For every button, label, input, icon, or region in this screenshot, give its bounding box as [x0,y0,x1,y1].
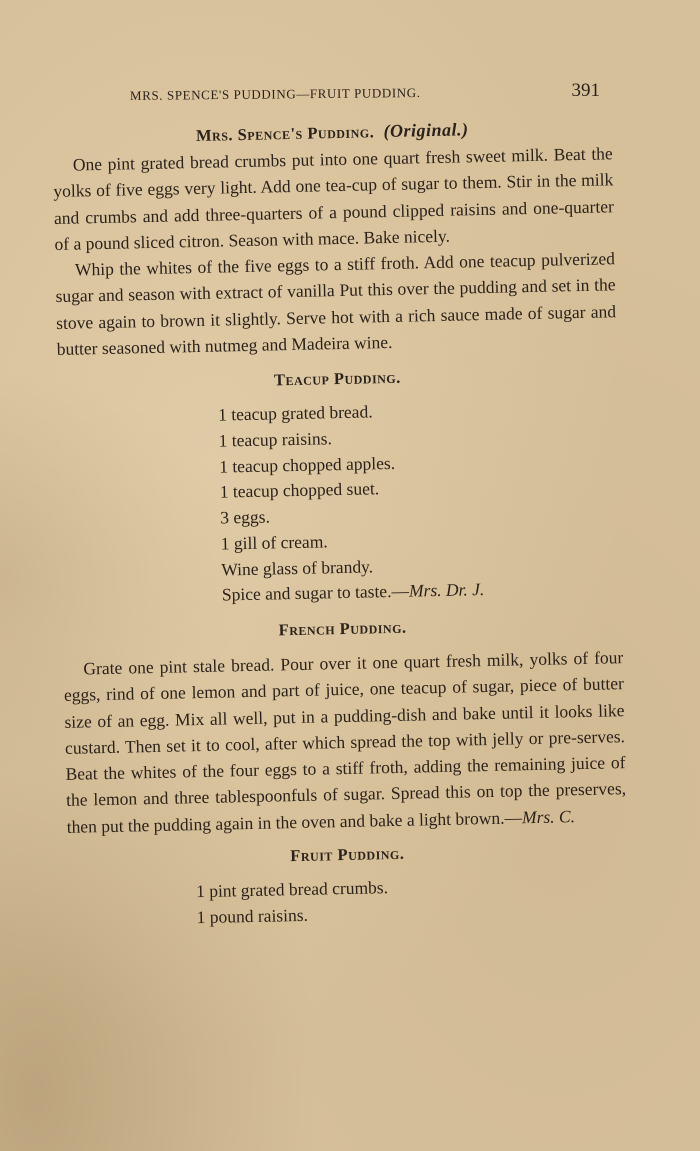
ingredient-text: Spice and sugar to taste.— [221,580,410,605]
recipe-paragraph-text: Grate one pint stale bread. Pour over it one quart fresh milk, yolks of four eggs, rind of one lemon and part of juice, one teacup of sugar, piece of butter size of an egg. Mix all well, put in a pudding-dish and bake until it looks like custard. Then set it to cool, after which spread the top with jelly or pre-serves. Beat the whites of the four eggs to a stiff froth, adding the remaining juice of the lemon and three tablespoonfuls of sugar. Spread this on top the preserves, then put the pudding again in the oven and bake a light brown.— [63,647,627,837]
recipe-paragraph: Whip the whites of the five eggs to a stiff froth. Add one teacup pulverized sugar and season with extract of vanilla Put this over the pudding and set in the stove again to brown it slightly. Serve hot with a rich sauce made of sugar and butter seasoned with nutmeg and Madeira wine. [55,248,617,360]
running-title: MRS. SPENCE'S PUDDING—FRUIT PUDDING. [129,84,421,103]
recipe-signature: Mrs. Dr. J. [408,579,485,601]
recipe-title-french-pudding: French Pudding. [278,617,407,640]
ingredient-item: 1 teacup chopped suet. [219,478,380,503]
ingredient-item: 1 pound raisins. [196,904,309,927]
recipe-signature: Mrs. C. [521,805,576,828]
running-head [130,80,610,110]
recipe-note-original: (Original.) [383,119,469,142]
recipe-title-teacup-pudding: Teacup Pudding. [273,368,401,390]
ingredient-item: 1 gill of cream. [220,531,328,554]
ingredient-list-fruit-pudding [68,870,629,933]
ingredient-list-teacup-pudding [58,395,622,612]
page-number: 391 [571,80,600,101]
ingredient-item: Wine glass of brandy. [221,555,374,580]
recipe-title-text: Mrs. Spence's Pudding. [195,122,375,145]
ingredient-item: 1 pint grated bread crumbs. [195,877,389,902]
recipe-title-fruit-pudding: Fruit Pudding. [290,843,405,866]
ingredient-item: 1 teacup chopped apples. [218,452,396,477]
ingredient-item: 3 eggs. [220,506,271,528]
ingredient-item: 1 teacup raisins. [218,428,333,451]
recipe-paragraph [63,644,627,840]
page-body [52,113,629,933]
recipe-paragraph: One pint grated bread crumbs put into one quart fresh sweet milk. Beat the yolks of five eggs very light. Add one tea-cup of sugar to them. Stir in the milk and crumbs and add three-quarters of a pound clipped raisins and one-quarter of a pound sliced citron. Season with mace. Bake nicely. [53,143,615,254]
ingredient-item: 1 teacup grated bread. [217,401,373,425]
